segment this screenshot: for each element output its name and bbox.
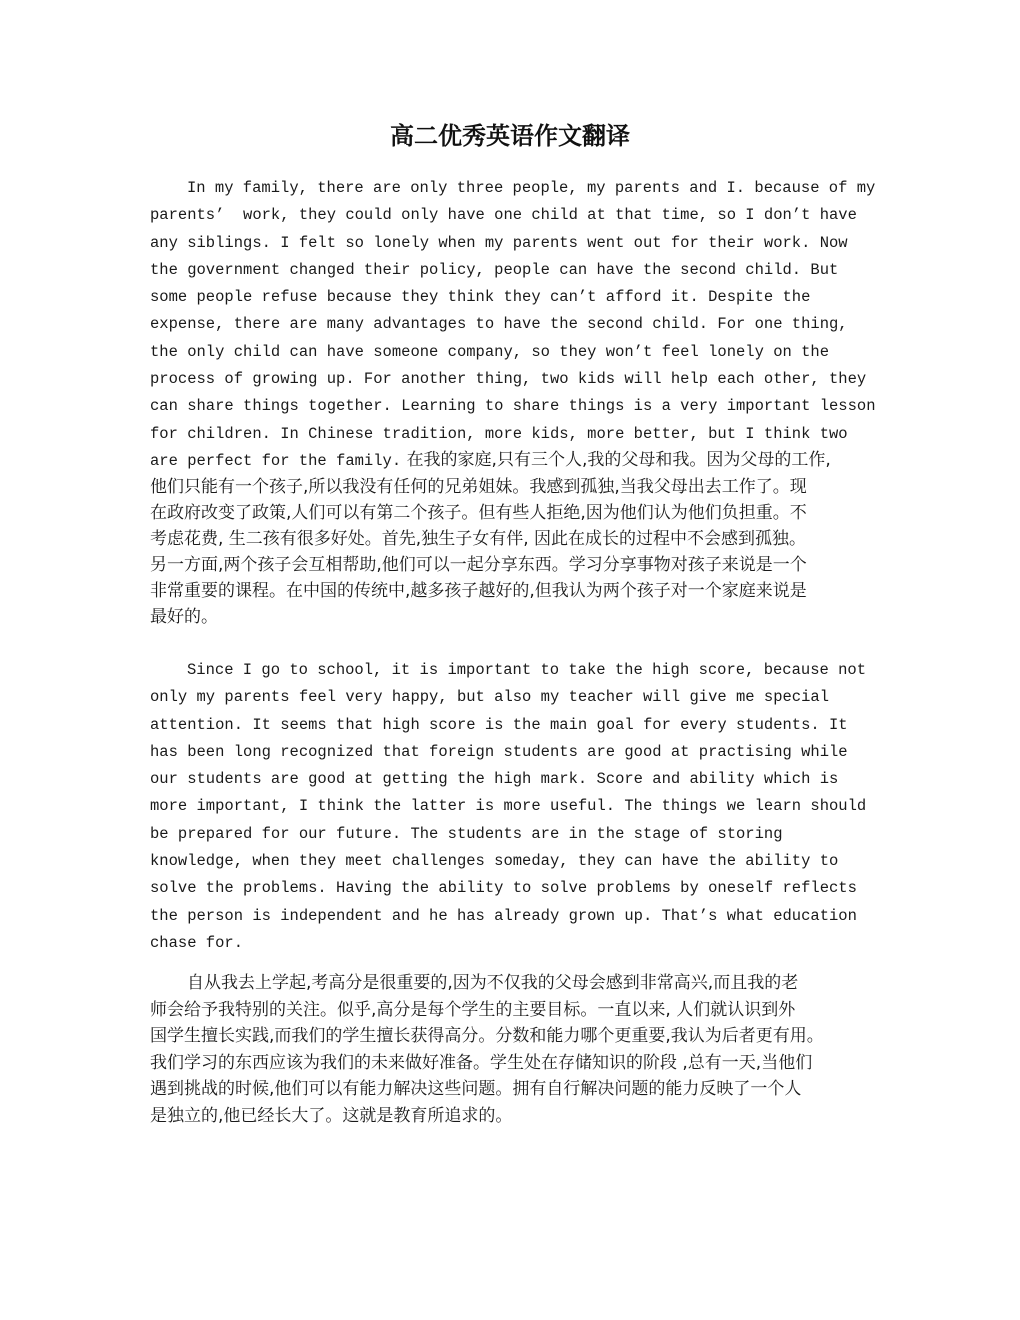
text-line: parents’ work, they could only have one child at that time, so I don’t have [150,206,857,225]
text-line: some people refuse because they think they can’t afford it. Despite the [150,288,811,307]
text-line: the only child can have someone company, so they won’t feel lonely on the [150,342,830,361]
text-line: process of growing up. For another thing, two kids will help each other, they [150,370,867,389]
text-line: attention. It seems that high score is the main goal for every students. It [150,715,848,734]
text-line: can share things together. Learning to share things is a very important lesson [150,397,876,416]
text-line: for children. In Chinese tradition, more kids, more better, but I think two [150,424,848,443]
text-line: 另一方面,两个孩子会互相帮助,他们可以一起分享东西。学习分享事物对孩子来说是一个 [150,555,807,575]
text-line: 在政府改变了政策,人们可以有第二个孩子。但有些人拒绝,因为他们认为他们负担重。不 [150,503,807,523]
text-line: only my parents feel very happy, but also my teacher will give me special [150,688,830,707]
text-line: 遇到挑战的时候,他们可以有能力解决这些问题。拥有自行解决问题的能力反映了一个人 [150,1079,802,1099]
text-line: solve the problems. Having the ability to solve problems by oneself reflects [150,879,857,898]
text-line: chase for. [150,933,244,952]
text-line: In my family, there are only three people, my parents and I. because of my [187,179,876,197]
text-line: Since I go to school, it is important to take the high score, because not [187,661,867,679]
paragraph-1-chinese [150,447,880,630]
text-line: any siblings. I felt so lonely when my parents went out for their work. Now [150,233,848,252]
text-line-english-part: are perfect for the family. [150,452,402,470]
text-line [150,447,880,474]
text-line: the government changed their policy, people can have the second child. But [150,260,839,279]
text-line: 国学生擅长实践,而我们的学生擅长获得高分。分数和能力哪个更重要,我认为后者更有用。 [150,1026,824,1046]
text-line: the person is independent and he has already grown up. That’s what education [150,906,857,925]
text-line: 是独立的,他已经长大了。这就是教育所追求的。 [150,1105,513,1126]
text-line: knowledge, when they meet challenges someday, they can have the ability to [150,852,839,871]
text-line: 最好的。 [150,607,218,627]
text-line: has been long recognized that foreign students are good at practising while [150,742,848,761]
text-line: more important, I think the latter is more useful. The things we learn should [150,797,867,816]
text-line: be prepared for our future. The students are in the stage of storing [150,824,783,843]
text-line: 自从我去上学起,考高分是很重要的,因为不仅我的父母会感到非常高兴,而且我的老 [187,973,799,993]
text-line: expense, there are many advantages to have the second child. For one thing, [150,315,848,334]
text-line: our students are good at getting the high mark. Score and ability which is [150,770,839,789]
text-line: 考虑花费, 生二孩有很多好处。首先,独生子女有伴, 因此在成长的过程中不会感到孤独。 [150,529,807,549]
paragraph-2-english [150,657,880,957]
paragraph-2-chinese [150,970,880,1129]
text-line: 非常重要的课程。在中国的传统中,越多孩子越好的,但我认为两个孩子对一个家庭来说是 [150,581,807,601]
text-line-chinese-part: 在我的家庭,只有三个人,我的父母和我。因为父母的工作, [406,450,831,470]
text-line: 他们只能有一个孩子,所以我没有任何的兄弟姐妹。我感到孤独,当我父母出去工作了。现 [150,477,807,497]
paragraph-1-english [150,175,880,448]
document-title: 高二优秀英语作文翻译 [390,122,630,150]
text-line: 师会给予我特别的关注。似乎,高分是每个学生的主要目标。一直以来, 人们就认识到外 [150,999,796,1020]
text-line: 我们学习的东西应该为我们的未来做好准备。学生处在存储知识的阶段 ,总有一天,当他们 [150,1052,813,1073]
